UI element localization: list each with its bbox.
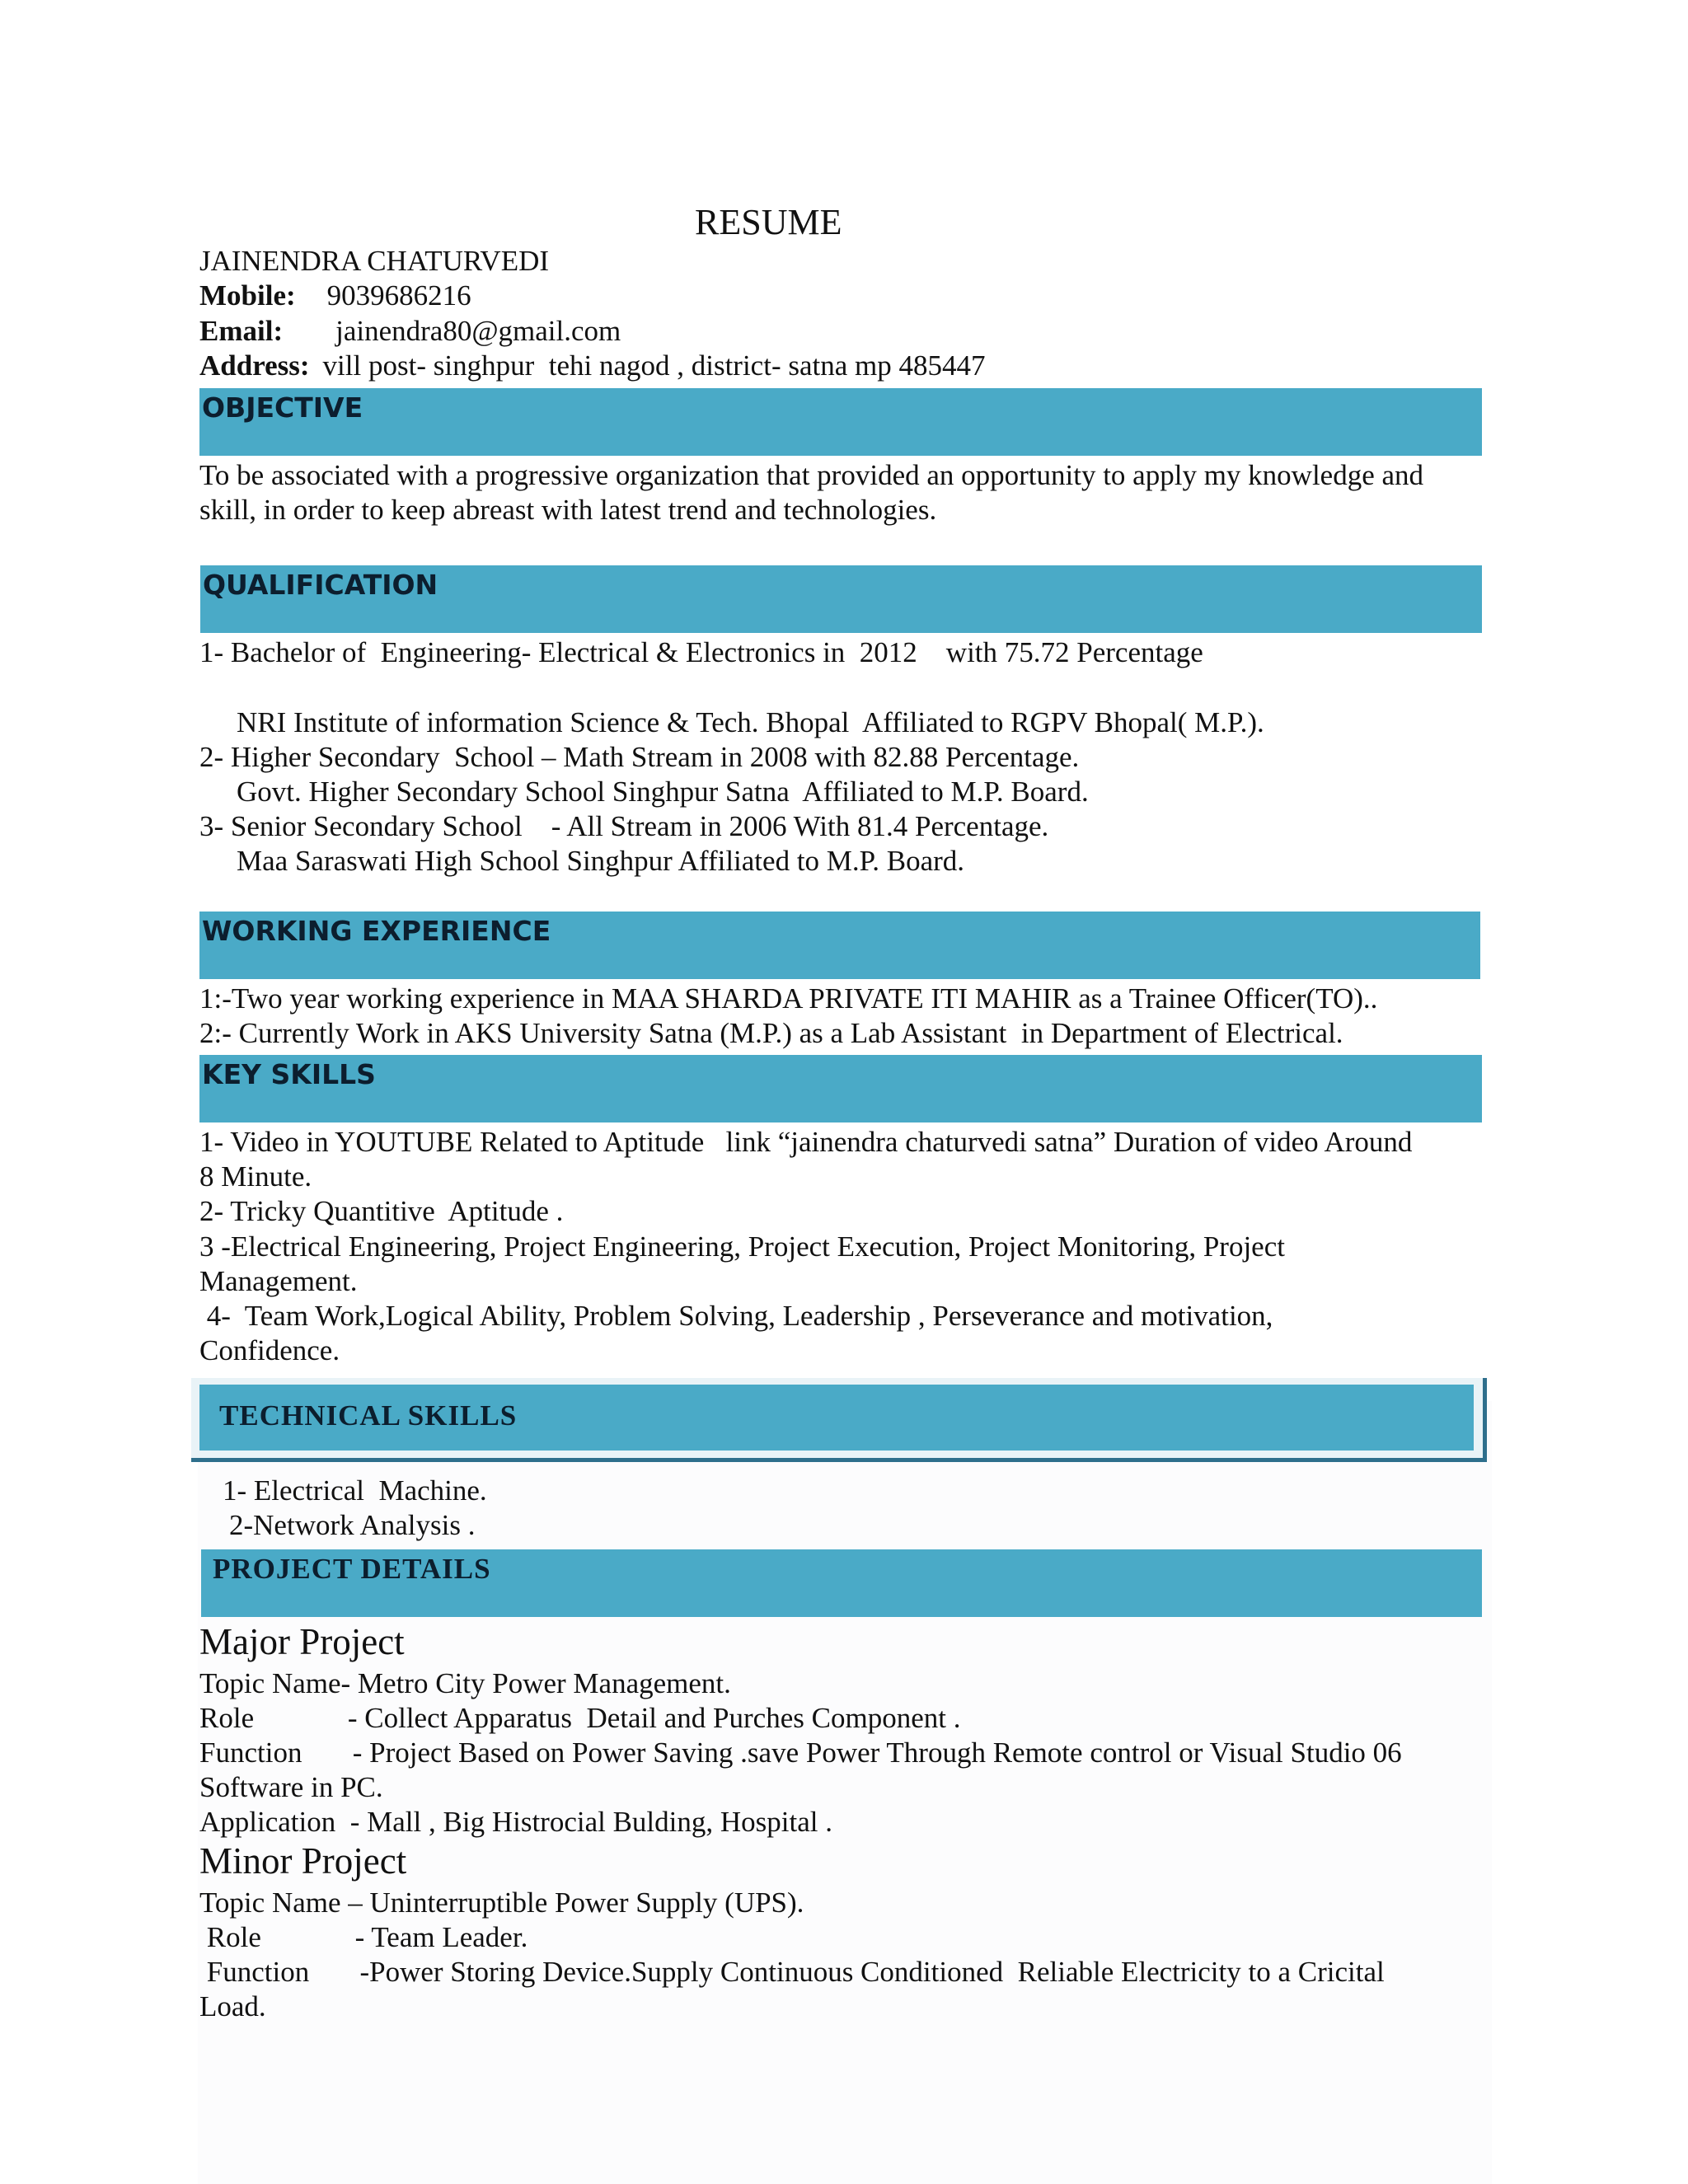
qualification-header-bar <box>200 565 1482 633</box>
project-details-heading: PROJECT DETAILS <box>213 1553 491 1585</box>
technical-skills-line-2: 2-Network Analysis . <box>229 1509 476 1541</box>
technical-skills-header-bar <box>199 1385 1474 1451</box>
key-skills-line-2: 8 Minute. <box>199 1160 312 1193</box>
technical-skills-line-1: 1- Electrical Machine. <box>223 1474 487 1507</box>
experience-line-2: 2:- Currently Work in AKS University Satna (M.P.) as a Lab Assistant in Department of Electrical. <box>199 1017 1343 1049</box>
key-skills-line-6: 4- Team Work,Logical Ability, Problem Solving, Leadership , Perseverance and motivation, <box>199 1300 1273 1332</box>
objective-line-1: To be associated with a progressive organization that provided an opportunity to apply my knowledge and <box>199 459 1424 491</box>
major-project-line-4: Software in PC. <box>199 1771 383 1803</box>
qualification-line-4: Govt. Higher Secondary School Singhpur Satna Affiliated to M.P. Board. <box>237 776 1089 808</box>
address-line <box>199 349 986 383</box>
mobile-label: Mobile: <box>199 279 296 312</box>
key-skills-header-bar <box>199 1055 1482 1122</box>
minor-project-line-4: Load. <box>199 1990 266 2022</box>
objective-heading: OBJECTIVE <box>202 391 363 424</box>
major-project-line-1: Topic Name- Metro City Power Management. <box>199 1667 731 1699</box>
experience-line-1: 1:-Two year working experience in MAA SHARDA PRIVATE ITI MAHIR as a Trainee Officer(TO).. <box>199 982 1378 1015</box>
candidate-name: JAINENDRA CHATURVEDI <box>199 245 549 277</box>
key-skills-heading: KEY SKILLS <box>202 1058 376 1090</box>
qualification-line-5: 3- Senior Secondary School - All Stream in 2006 With 81.4 Percentage. <box>199 810 1049 842</box>
key-skills-line-7: Confidence. <box>199 1334 340 1366</box>
project-details-header-bar <box>201 1549 1482 1617</box>
email-line <box>199 314 621 349</box>
qualification-line-2: NRI Institute of information Science & Tech. Bhopal Affiliated to RGPV Bhopal( M.P.). <box>237 706 1264 738</box>
major-project-title: Major Project <box>199 1621 405 1662</box>
key-skills-line-5: Management. <box>199 1265 358 1297</box>
minor-project-line-1: Topic Name – Uninterruptible Power Supply (UPS). <box>199 1886 804 1919</box>
technical-skills-frame <box>191 1378 1487 1462</box>
qualification-line-6: Maa Saraswati High School Singhpur Affiliated to M.P. Board. <box>237 845 965 877</box>
qualification-heading: QUALIFICATION <box>203 569 438 601</box>
address-label: Address: <box>199 349 310 382</box>
key-skills-line-3: 2- Tricky Quantitive Aptitude . <box>199 1195 564 1227</box>
objective-line-2: skill, in order to keep abreast with latest trend and technologies. <box>199 494 937 526</box>
major-project-line-5: Application - Mall , Big Histrocial Bulding, Hospital . <box>199 1806 832 1838</box>
minor-project-title: Minor Project <box>199 1840 407 1882</box>
major-project-line-3: Function - Project Based on Power Saving .save Power Through Remote control or Visual Studio 06 <box>199 1736 1402 1769</box>
address-value: vill post- singhpur tehi nagod , district- satna mp 485447 <box>322 349 986 382</box>
qualification-line-1: 1- Bachelor of Engineering- Electrical & Electronics in 2012 with 75.72 Percentage <box>199 636 1203 668</box>
minor-project-line-2: Role - Team Leader. <box>199 1921 528 1953</box>
experience-heading: WORKING EXPERIENCE <box>202 915 551 947</box>
qualification-line-3: 2- Higher Secondary School – Math Stream in 2008 with 82.88 Percentage. <box>199 741 1080 773</box>
resume-title: RESUME <box>695 202 842 242</box>
email-label: Email: <box>199 315 284 347</box>
objective-header-bar <box>199 388 1482 456</box>
key-skills-line-1: 1- Video in YOUTUBE Related to Aptitude link “jainendra chaturvedi satna” Duration of video Around <box>199 1126 1413 1158</box>
experience-header-bar <box>199 912 1480 979</box>
technical-skills-heading: TECHNICAL SKILLS <box>219 1399 518 1432</box>
major-project-line-2: Role - Collect Apparatus Detail and Purches Component . <box>199 1702 961 1734</box>
email-value[interactable]: jainendra80@gmail.com <box>335 315 621 347</box>
mobile-value: 9039686216 <box>326 279 471 312</box>
key-skills-line-4: 3 -Electrical Engineering, Project Engineering, Project Execution, Project Monitoring, Project <box>199 1230 1285 1263</box>
minor-project-line-3: Function -Power Storing Device.Supply Continuous Conditioned Reliable Electricity to a Cricital <box>199 1956 1385 1988</box>
mobile-line <box>199 279 471 313</box>
